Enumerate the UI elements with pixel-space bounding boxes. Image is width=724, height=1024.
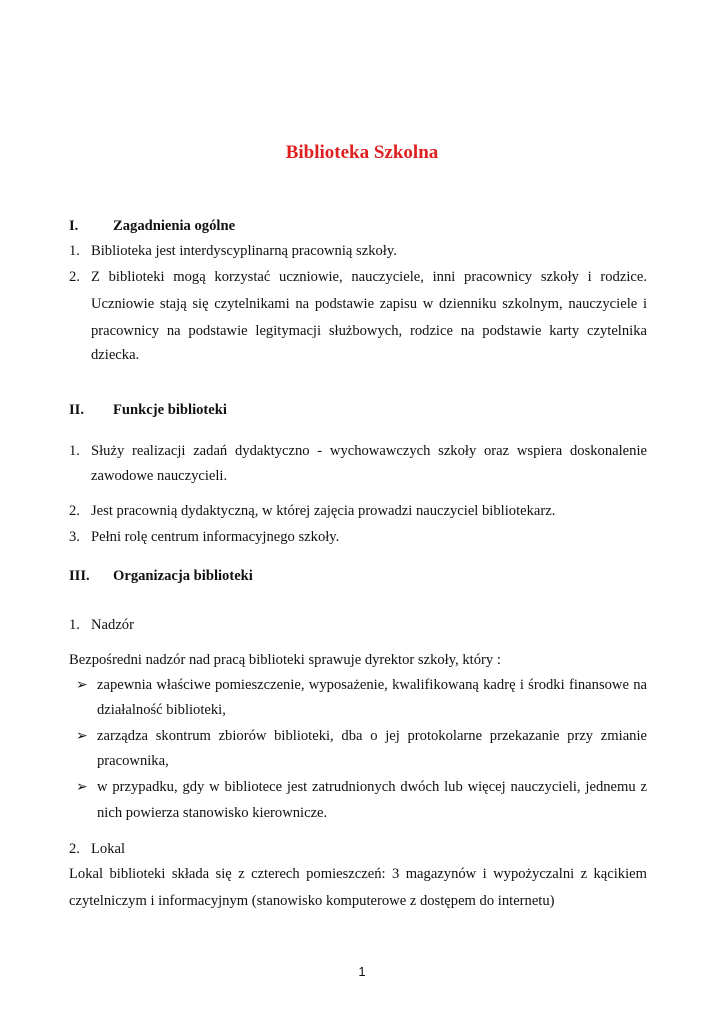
s1-item2-line4: dziecka. — [91, 347, 140, 363]
s1-item2-line1: Z biblioteki mogą korzystać uczniowie, nauczyciele, inni pracownicy szkoły i rodzice. — [91, 269, 647, 285]
s1-item1-number: 1. — [69, 243, 80, 259]
s1-item2-number: 2. — [69, 269, 80, 285]
s2-item1-number: 1. — [69, 443, 80, 459]
section-3-number: III. — [69, 568, 90, 584]
s2-item3-text: Pełni rolę centrum informacyjnego szkoły. — [91, 529, 340, 545]
s3-sub1-label: Nadzór — [91, 617, 134, 633]
s2-item2-number: 2. — [69, 503, 80, 519]
s3-bullet3-line1: w przypadku, gdy w bibliotece jest zatrudnionych dwóch lub więcej nauczycieli, jednemu z — [97, 779, 647, 795]
s3-bullet1-line2: działalność biblioteki, — [97, 702, 226, 718]
s3-sub1-number: 1. — [69, 617, 80, 633]
section-2-number: II. — [69, 402, 85, 418]
s3-bullet2-line2: pracownika, — [97, 753, 169, 769]
s3-bullet1-line1: zapewnia właściwe pomieszczenie, wyposażenie, kwalifikowaną kadrę i środki finansowe na — [97, 677, 647, 693]
bullet-arrow-icon: ➢ — [76, 729, 88, 744]
section-1-number: I. — [69, 218, 79, 234]
s3-sub2-label: Lokal — [91, 841, 126, 857]
s1-item2-line2: Uczniowie stają się czytelnikami na podstawie zapisu w dzienniku szkolnym, nauczyciele i — [91, 296, 647, 312]
bullet-arrow-icon: ➢ — [76, 678, 88, 693]
s3-sub2-line1: Lokal biblioteki składa się z czterech pomieszczeń: 3 magazynów i wypożyczalni z kącikiem — [69, 866, 647, 882]
section-3-heading: Organizacja biblioteki — [113, 568, 253, 584]
s1-item1-text: Biblioteka jest interdyscyplinarną pracownią szkoły. — [91, 243, 397, 259]
s3-sub1-intro: Bezpośredni nadzór nad pracą biblioteki sprawuje dyrektor szkoły, który : — [69, 652, 501, 668]
s3-bullet2-line1: zarządza skontrum zbiorów biblioteki, dba o jej protokolarne przekazanie przy zmianie — [97, 728, 647, 744]
s2-item2-text: Jest pracownią dydaktyczną, w której zajęcia prowadzi nauczyciel bibliotekarz. — [91, 503, 556, 519]
s2-item1-line1: Służy realizacji zadań dydaktyczno - wychowawczych szkoły oraz wspiera doskonalenie — [91, 443, 647, 459]
s2-item3-number: 3. — [69, 529, 80, 545]
bullet-arrow-icon: ➢ — [76, 780, 88, 795]
section-1-heading: Zagadnienia ogólne — [113, 218, 236, 234]
s1-item2-line3: pracownicy na podstawie legitymacji służbowych, rodzice na podstawie karty czytelnika — [91, 323, 647, 339]
section-2-heading: Funkcje biblioteki — [113, 402, 227, 418]
document-title: Biblioteka Szkolna — [285, 142, 439, 163]
s3-bullet3-line2: nich powierza stanowisko kierownicze. — [97, 805, 328, 821]
s3-sub2-number: 2. — [69, 841, 80, 857]
page-number: 1 — [358, 964, 366, 979]
s3-sub2-line2: czytelniczym i informacyjnym (stanowisko komputerowe z dostępem do internetu) — [69, 893, 555, 909]
s2-item1-line2: zawodowe nauczycieli. — [91, 468, 228, 484]
